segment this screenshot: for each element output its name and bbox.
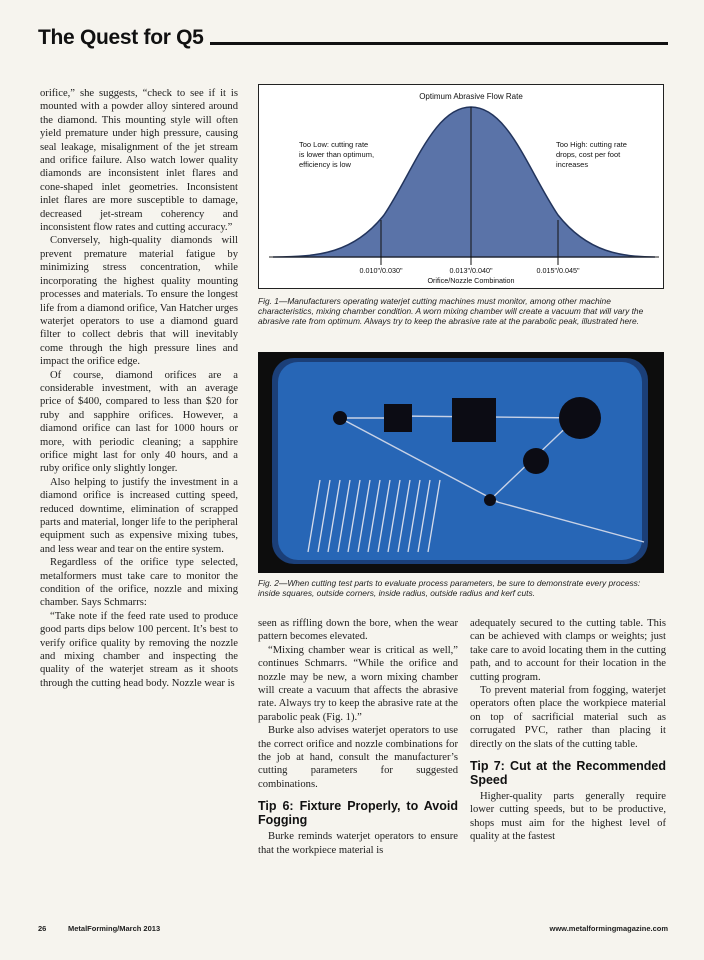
left-annotation-line-3: efficiency is low xyxy=(299,160,351,169)
article-column-3 xyxy=(470,617,666,844)
paragraph: Regardless of the orifice type selected, metalformers must take care to monitor the condition of the orifice, nozzle and mixing chamber. Says Schmarrs: xyxy=(40,557,238,609)
paragraph: Also helping to justify the investment in a diamond orifice is increased cutting speed, reduced downtime, elimination of scrapped parts and material, longer life to the peripheral equipment such as expensive mixing tubes, and less wear and tear on the entire system. xyxy=(40,476,238,555)
right-annotation-line-2: drops, cost per foot xyxy=(556,150,621,159)
paragraph: “Take note if the feed rate used to produce good parts dips below 100 percent. It’s best to verify orifice quality by removing the nozzle and mixing chamber and inspecting the quality of the waterjet stream as it shoots through the cutting head body. Nozzle wear is xyxy=(40,610,238,689)
left-annotation-line-2: is lower than optimum, xyxy=(299,150,375,159)
bell-curve-area xyxy=(273,107,655,257)
paragraph: Burke also advises waterjet operators to use the correct orifice and nozzle combinations for the job at hand, consult the manufacturer’s cutting parameters for suggested combinations. xyxy=(258,725,458,790)
inside-radius-small xyxy=(333,411,347,425)
paragraph: To prevent material from fogging, waterjet operators often place the workpiece material on top of sacrificial material such as corrugated PVC, rather than placing it directly on the slats of the cutting table. xyxy=(470,685,666,750)
inside-square-large xyxy=(452,398,496,442)
inside-radius-medium xyxy=(523,448,549,474)
article-column-1 xyxy=(40,87,238,690)
right-annotation-line-3: increases xyxy=(556,160,589,169)
left-annotation-line-1: Too Low: cutting rate xyxy=(299,140,369,149)
right-annotation-line-1: Too High: cutting rate xyxy=(556,140,627,149)
page-number: 26 xyxy=(38,924,47,933)
figure-2-caption: Fig. 2—When cutting test parts to evaluate process parameters, be sure to demonstrate every process: inside squares, outside corners, inside radius, outside radius and kerf cuts. xyxy=(258,578,641,598)
subheading-tip-7: Tip 7: Cut at the Recommended Speed xyxy=(470,759,666,788)
figure-2-test-cut-photo xyxy=(258,352,664,573)
curve-label: Optimum Abrasive Flow Rate xyxy=(419,92,523,101)
page-title: The Quest for Q5 xyxy=(38,26,210,50)
paragraph: adequately secured to the cutting table. This can be achieved with clamps or weights; just take care to avoid locating them in the cutting path, and to account for their location in the cutting program. xyxy=(470,618,666,683)
cut-plate xyxy=(278,362,642,560)
bell-curve-chart xyxy=(259,85,665,290)
tick-label-right: 0.015"/0.045" xyxy=(536,266,580,275)
figure-1-abrasive-curve xyxy=(258,84,664,289)
magazine-issue: MetalForming/March 2013 xyxy=(68,924,161,933)
subheading-tip-6: Tip 6: Fixture Properly, to Avoid Fogging xyxy=(258,799,458,828)
tick-label-left: 0.010"/0.030" xyxy=(359,266,403,275)
website-url: www.metalformingmagazine.com xyxy=(549,924,668,933)
figure-1-caption: Fig. 1—Manufacturers operating waterjet cutting machines must monitor, among other machine characteristics, mixing chamber condition. A worn mixing chamber will create a vacuum that will vary the abrasive rate from optimum. Always try to keep the abrasive rate at the parabolic peak, illustrated here. xyxy=(258,296,644,326)
article-column-2 xyxy=(258,617,458,857)
inside-square-small xyxy=(384,404,412,432)
paragraph: seen as riffling down the bore, when the wear pattern becomes elevated. xyxy=(258,618,458,643)
paragraph: Conversely, high-quality diamonds will prevent premature material fatigue by minimizing stress concentration, while incorporating the highest quality mounting processes and materials. To ensure the longest life from a diamond orifice, Van Hatcher urges waterjet operators to use a diamond guard filter to collect debris that will inevitably come through the high pressure lines and impact the orifice edge. xyxy=(40,235,238,368)
paragraph: Higher-quality parts generally require lower cutting speeds, but to be productive, shops must aim for the highest level of quality at the fastest xyxy=(470,791,666,843)
inside-radius-tiny xyxy=(484,494,496,506)
tick-label-center: 0.013"/0.040" xyxy=(449,266,493,275)
inside-radius-large xyxy=(559,397,601,439)
paragraph: “Mixing chamber wear is critical as well,” continues Schmarrs. “While the orifice and nozzle may be new, a worn mixing chamber will create a vacuum that affects the abrasive rate. Always try to keep the abrasive rate at the parabolic peak (Fig. 1).” xyxy=(258,644,458,723)
page-header xyxy=(38,26,668,52)
paragraph: orifice,” she suggests, “check to see if it is mounted with a powder alloy sintered around the diamond. This mounting style will often yield premature under high pressure, causing seal leakage, misalignment of the jet stream and orifice failure. Also watch lower quality diamonds are inconsistent inlet flares and cone-shaped inlet geometries. Inconsistent inlet flares are more susceptible to damage, decreased jet-stream coherency and inconsistent flow rates and cutting accuracy.” xyxy=(40,88,238,234)
paragraph: Of course, diamond orifices are a considerable investment, with an average price of $400, compared to less than $20 for ruby and sapphire orifices. However, a diamond orifice can last for 1000 hours or more, with periodic cleaning; a sapphire orifice might last for only 40 hours, and a ruby orifice only slightly longer. xyxy=(40,369,238,475)
axis-label: Orifice/Nozzle Combination xyxy=(427,276,515,285)
test-plate-image xyxy=(258,352,664,573)
paragraph: Burke reminds waterjet operators to ensure that the workpiece material is xyxy=(258,831,458,856)
